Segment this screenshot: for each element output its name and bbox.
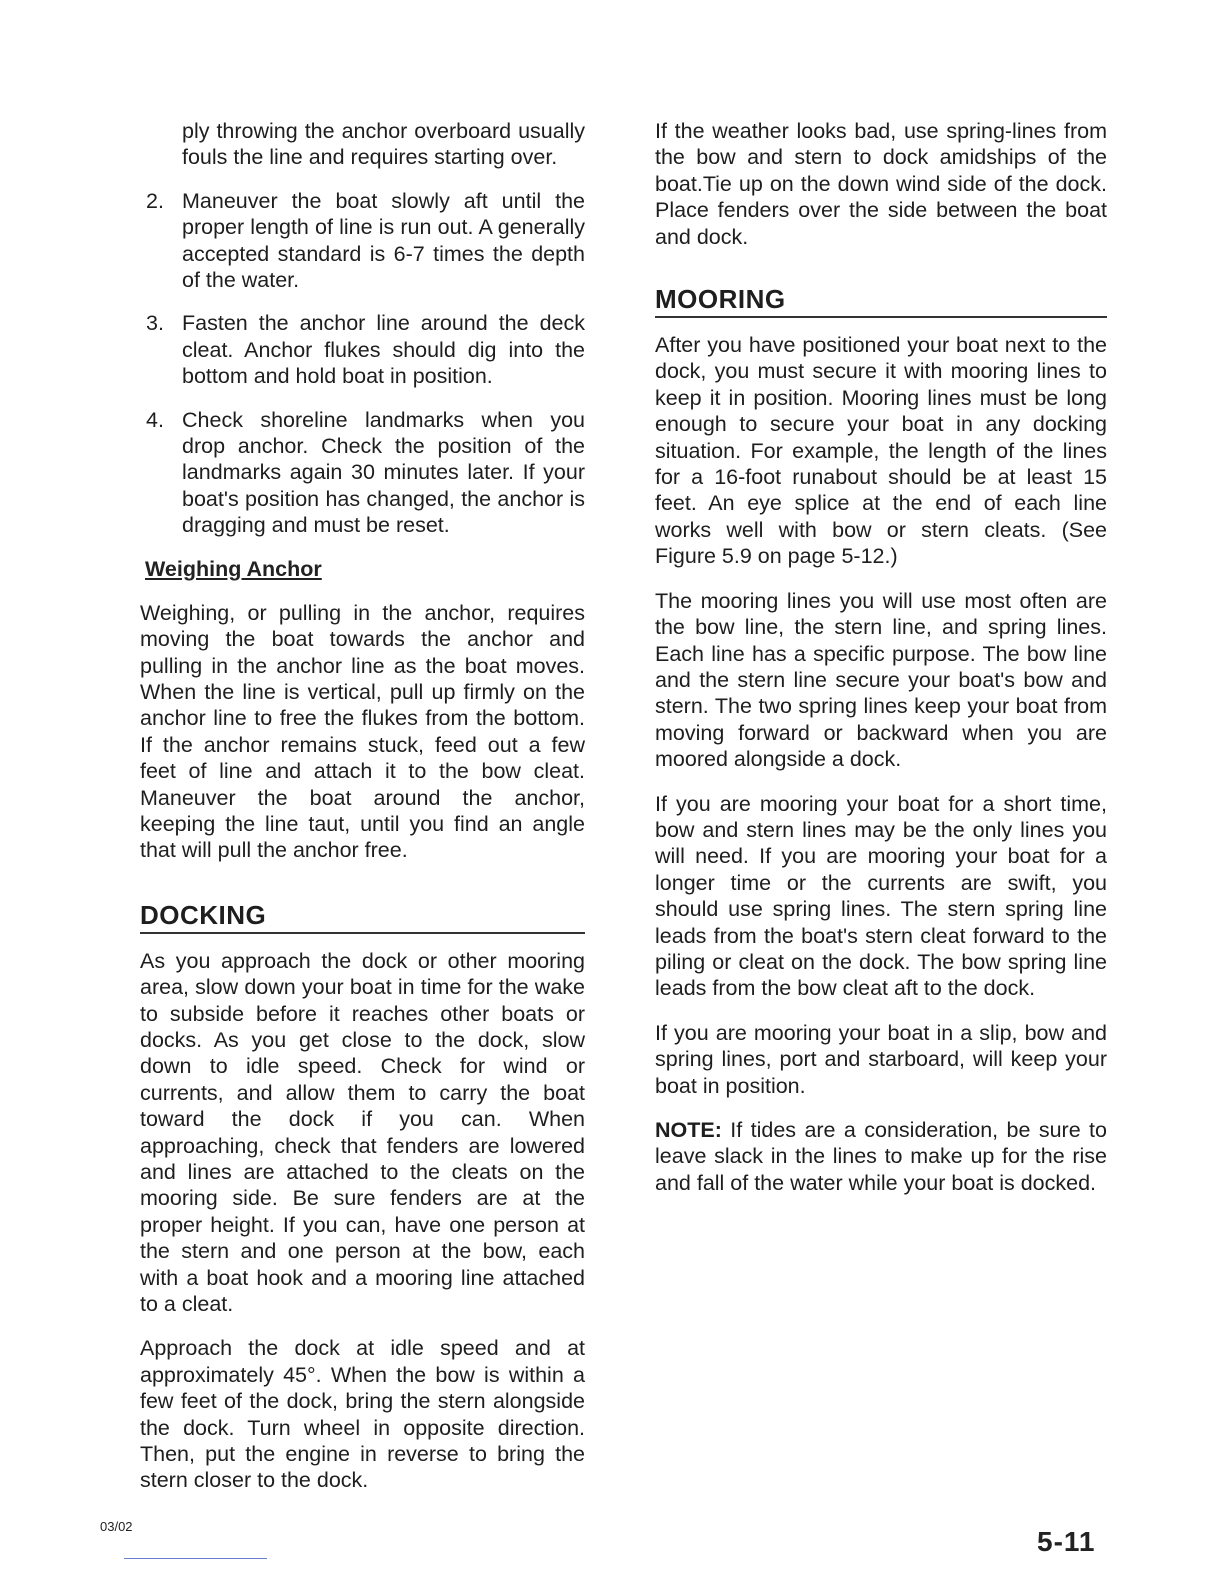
note-label: NOTE: — [655, 1118, 722, 1142]
page-number: 5-11 — [1037, 1526, 1096, 1557]
anchoring-steps — [140, 188, 585, 539]
weighing-anchor-heading: Weighing Anchor — [145, 556, 322, 581]
step-item — [140, 188, 585, 294]
docking-section-title: DOCKING — [140, 900, 585, 934]
left-column — [140, 118, 585, 1512]
footer-date: 03/02 — [100, 1519, 133, 1534]
step-item — [140, 310, 585, 389]
mooring-section-title: MOORING — [655, 284, 1107, 318]
right-column — [655, 118, 1107, 1214]
mooring-paragraph: If you are mooring your boat in a slip, bow and spring lines, port and starboard, will keep your boat in position. — [655, 1020, 1107, 1098]
mooring-paragraph: After you have positioned your boat next to the dock, you must secure it with mooring lines to keep it in position. Mooring lines must be long enough to secure your boat in any docking situation. For example, the length of the lines for a 16-foot runabout should be at least 15 feet. An eye splice at the end of each line works well with bow or stern cleats. (See Figure 5.9 on page 5-12.) — [655, 333, 1107, 569]
step-item — [140, 407, 585, 539]
step-number: 4. — [146, 407, 164, 432]
step-number: 3. — [146, 311, 164, 336]
mooring-paragraph: The mooring lines you will use most often are the bow line, the stern line, and spring lines. Each line has a specific purpose. The bow line and the stern line secure your boat's bow and stern. The two spring lines keep your boat from moving forward or backward when you are moored alongside a dock. — [655, 588, 1107, 772]
step-number: 2. — [146, 188, 164, 213]
docking-paragraph: Approach the dock at idle speed and at approximately 45°. When the bow is within a few feet of the dock, bring the stern alongside the dock. Turn wheel in opposite direction. Then, put the engine in reverse to bring the stern closer to the dock. — [140, 1336, 585, 1493]
step-text: Check shoreline landmarks when you drop anchor. Check the position of the landmarks again 30 minutes later. If your boat's position has changed, the anchor is dragging and must be reset. — [182, 407, 585, 538]
bottom-rule — [124, 1558, 267, 1559]
weighing-anchor-text: Weighing, or pulling in the anchor, requires moving the boat towards the anchor and pulling in the anchor line as the boat moves. When the line is vertical, pull up firmly on the anchor line to free the flukes from the bottom. If the anchor remains stuck, feed out a few feet of line and attach it to the bow cleat. Maneuver the boat around the anchor, keeping the line taut, until you find an angle that will pull the anchor free. — [140, 600, 585, 863]
step-text: Fasten the anchor line around the deck cleat. Anchor flukes should dig into the bottom and hold boat in position. — [182, 311, 585, 389]
docking-paragraph: As you approach the dock or other mooring area, slow down your boat in time for the wake to subside before it reaches other boats or docks. As you get close to the dock, slow down to idle speed. Check for wind or currents, and allow them to carry the boat toward the dock if you can. When approaching, check that fenders are lowered and lines are attached to the cleats on the mooring side. Be sure fenders are at the proper height. If you can, have one person at the stern and one person at the bow, each with a boat hook and a mooring line attached to a cleat. — [140, 948, 585, 1317]
mooring-paragraph: If you are mooring your boat for a short time, bow and stern lines may be the only lines you will need. If you are mooring your boat for a longer time or the currents are swift, you should use spring lines. The stern spring line leads from the boat's stern cleat forward to the piling or cleat on the dock. The bow spring line leads from the bow cleat aft to the dock. — [655, 791, 1107, 1001]
spring-lines-intro: If the weather looks bad, use spring-lines from the bow and stern to dock amidships of the boat.Tie up on the down wind side of the dock. Place fenders over the side between the boat and dock. — [655, 119, 1107, 249]
note-text: If tides are a consideration, be sure to leave slack in the lines to make up for the rise and fall of the water while your boat is docked. — [655, 1118, 1107, 1195]
continuation-text: ply throwing the anchor overboard usually fouls the line and requires starting over. — [182, 119, 585, 170]
step-text: Maneuver the boat slowly aft until the proper length of line is run out. A generally accepted standard is 6-7 times the depth of the water. — [182, 188, 585, 293]
note-paragraph — [655, 1117, 1107, 1196]
